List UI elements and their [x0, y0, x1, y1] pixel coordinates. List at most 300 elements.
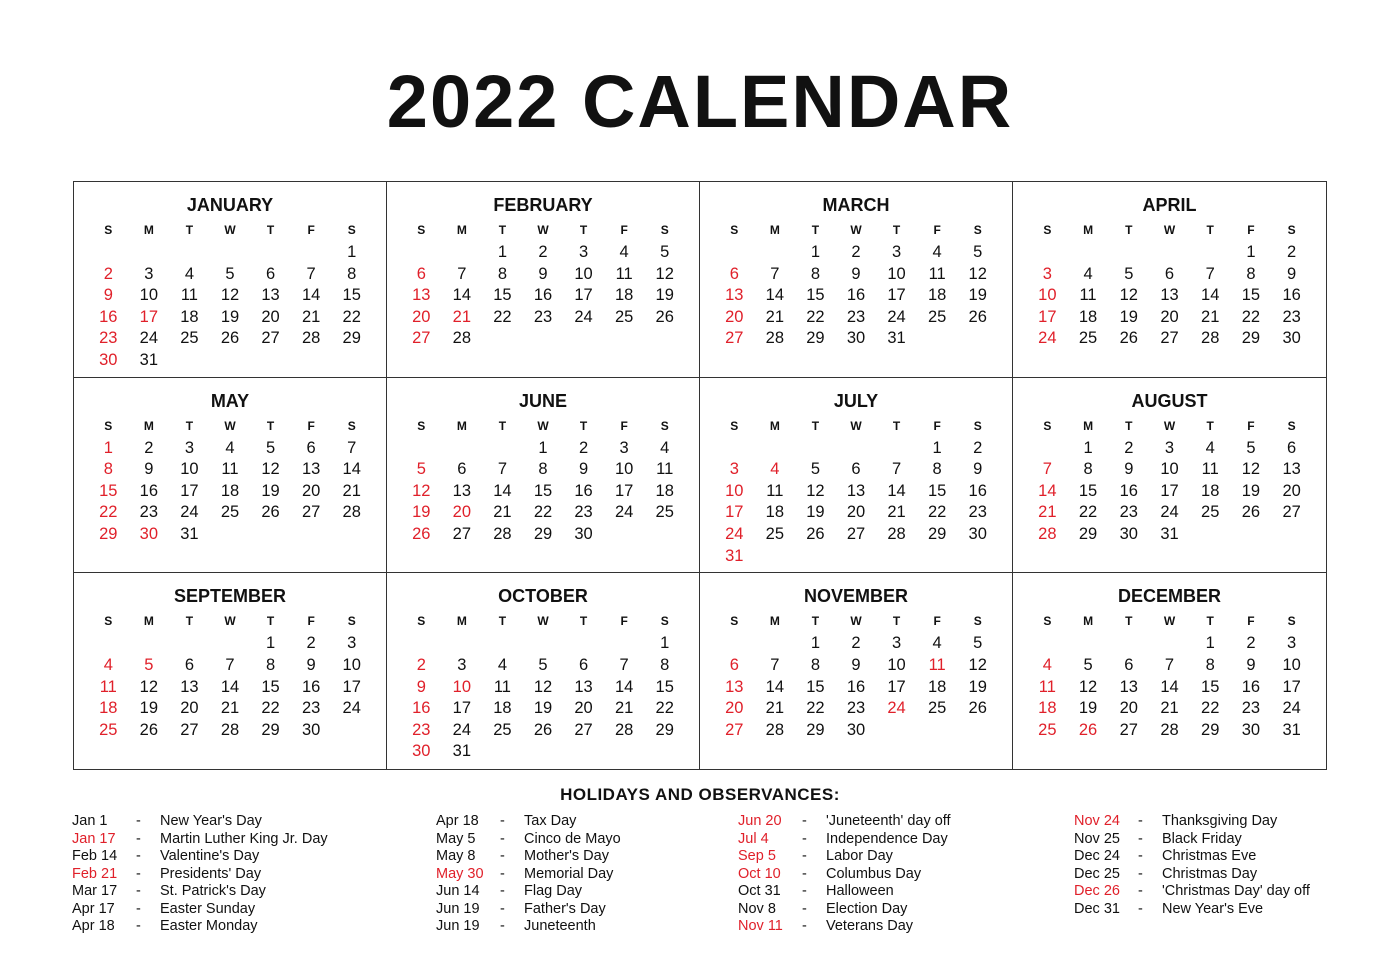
day-cell: 7: [1164, 655, 1175, 674]
day-cell: 16: [533, 286, 553, 305]
weekday-label: T: [185, 614, 194, 629]
day-cell: 15: [1201, 677, 1220, 696]
day-cell: 18: [655, 481, 674, 500]
day-cell: 8: [810, 264, 821, 283]
empty-day-cell: [210, 242, 251, 264]
month-may: [74, 378, 387, 574]
weekday-label: T: [1125, 418, 1133, 433]
weekday-label: T: [498, 223, 507, 237]
days-grid: [88, 633, 372, 741]
day-cell: 5: [1083, 655, 1093, 674]
day-cell: 3: [619, 438, 629, 457]
day-cell: 8: [538, 460, 548, 479]
weekday-label: T: [811, 418, 820, 433]
holiday-name: 'Christmas Day' day off: [1162, 883, 1310, 899]
weekday-label: S: [417, 418, 426, 433]
weekday-header: [401, 222, 685, 238]
weekday-label: F: [933, 418, 941, 433]
day-cell: 10: [614, 460, 634, 479]
weekday-label: W: [1163, 418, 1176, 433]
day-cell: 10: [452, 677, 472, 696]
holiday-date: Mar 17: [72, 883, 118, 899]
day-cell: 9: [144, 460, 154, 479]
day-cell: 1: [497, 243, 508, 261]
month-june: [387, 378, 700, 574]
weekday-label: S: [104, 223, 113, 237]
day-cell: 19: [139, 699, 159, 718]
holiday-date: Nov 11: [738, 918, 783, 934]
day-cell: 10: [139, 286, 159, 305]
weekday-label: S: [730, 223, 739, 237]
day-cell: 12: [261, 460, 280, 479]
holiday-dash: -: [500, 918, 505, 934]
weekday-label: T: [892, 223, 901, 237]
month-name: JULY: [833, 390, 879, 411]
day-cell: 15: [533, 481, 553, 500]
empty-day-cell: [482, 438, 523, 460]
day-cell: 2: [1124, 438, 1134, 457]
day-cell: 25: [180, 329, 199, 348]
holiday-name: Cinco de Mayo: [524, 830, 621, 847]
weekday-label: T: [892, 418, 901, 433]
weekday-label: T: [266, 418, 275, 433]
days-grid: [401, 633, 685, 763]
day-cell: 28: [1160, 720, 1179, 739]
day-cell: 27: [261, 329, 280, 348]
holiday-name: Columbus Day: [826, 865, 922, 882]
holiday-dash: -: [1138, 865, 1143, 882]
day-cell: 7: [770, 264, 780, 283]
weekday-label: T: [579, 614, 588, 629]
empty-day-cell: [755, 438, 796, 460]
month-name: APRIL: [1142, 195, 1197, 215]
weekday-label: S: [1287, 614, 1296, 629]
weekday-header: [401, 613, 685, 629]
day-cell: 18: [99, 699, 118, 718]
day-cell: 12: [655, 264, 674, 283]
days-grid: [88, 242, 372, 372]
day-cell: 27: [1160, 329, 1179, 348]
day-cell: 5: [660, 243, 670, 261]
holiday-name: Mother's Day: [524, 848, 609, 864]
empty-day-cell: [442, 242, 483, 264]
day-cell: 29: [342, 329, 361, 348]
day-cell: 22: [99, 503, 118, 522]
empty-day-cell: [1149, 242, 1190, 264]
day-cell: 22: [1201, 699, 1220, 718]
day-cell: 7: [619, 655, 629, 674]
day-cell: 28: [765, 720, 785, 739]
weekday-label: S: [973, 418, 982, 433]
weekday-label: W: [850, 418, 862, 433]
day-cell: 2: [851, 634, 861, 653]
day-cell: 30: [1119, 525, 1138, 544]
day-cell: 18: [927, 677, 947, 696]
day-cell: 6: [851, 460, 861, 479]
day-cell: 29: [927, 525, 947, 544]
day-cell: 26: [1078, 720, 1098, 739]
day-cell: 19: [655, 286, 674, 305]
weekday-label: W: [537, 418, 549, 433]
day-cell: 13: [1160, 286, 1179, 305]
day-cell: 15: [493, 286, 512, 305]
day-cell: 9: [578, 460, 589, 479]
holiday-dash: -: [1138, 848, 1143, 864]
empty-day-cell: [88, 242, 129, 264]
weekday-label: S: [730, 418, 739, 433]
day-cell: 11: [180, 286, 198, 305]
day-cell: 17: [1282, 677, 1301, 696]
weekday-label: T: [1206, 418, 1214, 433]
holiday-dash: -: [1138, 813, 1143, 829]
days-grid: [401, 242, 685, 350]
weekday-label: S: [104, 614, 113, 629]
day-cell: 21: [1160, 699, 1179, 718]
empty-day-cell: [169, 633, 210, 655]
day-cell: 18: [614, 286, 634, 305]
day-cell: 19: [261, 481, 280, 500]
day-cell: 8: [265, 655, 276, 674]
day-cell: 20: [1282, 481, 1301, 500]
day-cell: 29: [1201, 720, 1220, 739]
month-name: JANUARY: [186, 195, 274, 215]
empty-day-cell: [836, 438, 877, 460]
holiday-date: Dec 31: [1074, 900, 1120, 917]
empty-day-cell: [795, 438, 836, 460]
holiday-date: Oct 31: [738, 883, 781, 899]
month-august: [1013, 378, 1326, 574]
day-cell: 10: [1282, 655, 1301, 674]
day-cell: 12: [968, 655, 987, 674]
day-cell: 4: [932, 243, 942, 261]
weekday-label: F: [620, 418, 628, 433]
day-cell: 24: [139, 329, 159, 348]
day-cell: 5: [1246, 438, 1256, 457]
empty-day-cell: [1027, 633, 1068, 655]
day-cell: 20: [301, 481, 321, 500]
weekday-label: F: [307, 223, 315, 237]
empty-day-cell: [442, 633, 483, 655]
weekday-label: M: [143, 614, 154, 629]
day-cell: 8: [347, 264, 357, 283]
day-cell: 9: [103, 286, 113, 305]
holiday-date: Dec 24: [1074, 848, 1120, 864]
day-cell: 9: [851, 655, 861, 674]
holiday-date: Feb 21: [72, 865, 118, 882]
day-cell: 20: [1119, 699, 1138, 718]
day-cell: 23: [99, 329, 118, 348]
day-cell: 24: [614, 503, 634, 522]
day-cell: 4: [1083, 264, 1093, 283]
day-cell: 3: [891, 634, 902, 653]
month-name: MARCH: [822, 195, 890, 215]
day-cell: 4: [225, 438, 235, 457]
month-february: [387, 182, 700, 378]
day-cell: 26: [806, 525, 825, 544]
day-cell: 24: [574, 307, 593, 326]
day-cell: 23: [412, 720, 431, 739]
day-cell: 23: [1282, 307, 1301, 326]
day-cell: 10: [180, 460, 199, 479]
weekday-label: S: [347, 614, 356, 629]
day-cell: 4: [932, 634, 942, 653]
day-cell: 28: [1038, 525, 1057, 544]
empty-day-cell: [604, 633, 645, 655]
day-cell: 9: [1124, 460, 1134, 479]
day-cell: 23: [968, 503, 987, 522]
day-cell: 28: [765, 329, 785, 348]
day-cell: 25: [493, 720, 512, 739]
day-cell: 9: [306, 655, 316, 674]
day-cell: 10: [887, 264, 906, 283]
day-cell: 24: [725, 525, 744, 544]
weekday-label: W: [224, 223, 236, 237]
days-grid: [1027, 633, 1312, 741]
holiday-date: May 30: [436, 865, 484, 882]
day-cell: 12: [1241, 460, 1261, 479]
day-cell: 20: [180, 699, 199, 718]
days-grid: [401, 438, 685, 546]
day-cell: 15: [99, 481, 118, 500]
day-cell: 5: [265, 438, 276, 457]
day-cell: 4: [497, 655, 508, 674]
weekday-header: [1027, 222, 1312, 238]
holiday-date: Apr 18: [436, 813, 479, 829]
day-cell: 3: [1164, 438, 1175, 457]
holiday-dash: -: [802, 865, 807, 882]
day-cell: 21: [342, 481, 361, 500]
day-cell: 26: [139, 720, 159, 739]
day-cell: 20: [1160, 307, 1179, 326]
day-cell: 22: [1241, 307, 1261, 326]
holiday-date: May 5: [436, 830, 476, 847]
day-cell: 11: [99, 677, 117, 696]
month-january: [74, 182, 387, 378]
empty-day-cell: [210, 633, 251, 655]
day-cell: 30: [846, 329, 866, 348]
day-cell: 10: [1160, 460, 1179, 479]
day-cell: 29: [1078, 525, 1098, 544]
weekday-label: T: [498, 614, 507, 629]
day-cell: 8: [497, 264, 508, 283]
holiday-name: Flag Day: [524, 883, 583, 899]
day-cell: 26: [655, 307, 674, 326]
weekday-header: [714, 222, 998, 238]
day-cell: 24: [887, 699, 906, 718]
day-cell: 20: [412, 307, 431, 326]
day-cell: 29: [99, 525, 118, 544]
day-cell: 11: [766, 481, 784, 500]
empty-day-cell: [563, 633, 604, 655]
weekday-header: [88, 222, 372, 238]
day-cell: 21: [493, 503, 512, 522]
day-cell: 2: [578, 438, 589, 457]
day-cell: 2: [306, 634, 316, 653]
day-cell: 8: [810, 655, 821, 674]
holiday-date: Dec 26: [1074, 883, 1120, 899]
day-cell: 28: [301, 329, 321, 348]
day-cell: 30: [412, 742, 431, 761]
weekday-label: T: [579, 418, 588, 433]
day-cell: 20: [725, 307, 744, 326]
holiday-name: Easter Sunday: [160, 900, 256, 917]
empty-day-cell: [401, 438, 442, 460]
day-cell: 25: [1078, 329, 1098, 348]
day-cell: 9: [538, 264, 548, 283]
holiday-dash: -: [1138, 900, 1143, 917]
day-cell: 21: [614, 699, 634, 718]
empty-day-cell: [1068, 242, 1109, 264]
month-october: [387, 573, 700, 769]
holiday-name: St. Patrick's Day: [160, 883, 266, 899]
day-cell: 13: [452, 481, 472, 500]
day-cell: 2: [1246, 634, 1256, 653]
day-cell: 31: [180, 525, 199, 544]
day-cell: 8: [1205, 655, 1215, 674]
day-cell: 27: [1119, 720, 1138, 739]
empty-day-cell: [291, 242, 332, 264]
holiday-dash: -: [136, 883, 141, 899]
weekday-header: [401, 418, 685, 434]
day-cell: 11: [1201, 460, 1219, 479]
day-cell: 13: [301, 460, 321, 479]
day-cell: 7: [1042, 460, 1052, 479]
day-cell: 28: [1201, 329, 1220, 348]
day-cell: 16: [574, 481, 593, 500]
day-cell: 5: [538, 655, 548, 674]
day-cell: 15: [927, 481, 947, 500]
holiday-date: May 8: [436, 848, 476, 864]
holiday-date: Apr 17: [72, 900, 115, 917]
day-cell: 2: [851, 243, 861, 261]
holiday-name: Christmas Eve: [1162, 848, 1257, 864]
weekday-label: T: [1206, 223, 1214, 237]
day-cell: 22: [806, 699, 825, 718]
weekday-label: S: [1043, 614, 1052, 629]
holiday-dash: -: [136, 830, 141, 847]
holiday-date: Dec 25: [1074, 865, 1120, 882]
day-cell: 6: [457, 460, 467, 479]
day-cell: 28: [614, 720, 634, 739]
holiday-dash: -: [500, 848, 505, 864]
day-cell: 19: [533, 699, 553, 718]
day-cell: 12: [1078, 677, 1098, 696]
day-cell: 18: [927, 286, 947, 305]
weekday-label: M: [456, 418, 467, 433]
holiday-dash: -: [500, 900, 505, 917]
day-cell: 6: [416, 264, 426, 283]
holiday-date: Jun 20: [738, 813, 782, 829]
holiday-dash: -: [136, 918, 141, 934]
day-cell: 15: [806, 286, 825, 305]
day-cell: 10: [342, 655, 361, 674]
day-cell: 4: [619, 243, 629, 261]
weekday-label: T: [811, 614, 820, 629]
day-cell: 30: [139, 525, 159, 544]
day-cell: 27: [846, 525, 866, 544]
empty-day-cell: [1149, 633, 1190, 655]
day-cell: 7: [347, 438, 357, 457]
day-cell: 13: [725, 677, 744, 696]
holiday-date: Nov 8: [738, 900, 776, 917]
day-cell: 11: [615, 264, 633, 283]
day-cell: 26: [1241, 503, 1261, 522]
weekday-label: S: [660, 418, 669, 433]
weekday-label: T: [1206, 614, 1214, 629]
day-cell: 2: [973, 438, 983, 457]
holiday-date: Jun 19: [436, 918, 480, 934]
month-march: [700, 182, 1013, 378]
day-cell: 2: [538, 243, 548, 261]
day-cell: 4: [103, 655, 113, 674]
day-cell: 9: [973, 460, 983, 479]
day-cell: 5: [973, 243, 983, 261]
weekday-header: [88, 613, 372, 629]
day-cell: 4: [184, 264, 195, 283]
day-cell: 24: [1160, 503, 1179, 522]
day-cell: 28: [887, 525, 906, 544]
day-cell: 27: [725, 329, 744, 348]
day-cell: 22: [927, 503, 947, 522]
holiday-name: Father's Day: [524, 900, 606, 917]
day-cell: 31: [1282, 720, 1301, 739]
day-cell: 13: [846, 481, 866, 500]
day-cell: 22: [493, 307, 512, 326]
day-cell: 16: [139, 481, 159, 500]
day-cell: 25: [614, 307, 634, 326]
day-cell: 1: [810, 634, 821, 653]
day-cell: 15: [655, 677, 674, 696]
weekday-label: T: [266, 614, 275, 629]
weekday-label: S: [660, 614, 669, 629]
day-cell: 10: [725, 481, 744, 500]
weekday-label: W: [1163, 614, 1176, 629]
weekday-label: S: [1043, 223, 1052, 237]
day-cell: 3: [144, 264, 154, 283]
day-cell: 1: [265, 634, 276, 653]
day-cell: 17: [574, 286, 593, 305]
day-cell: 30: [1282, 329, 1301, 348]
empty-day-cell: [714, 438, 755, 460]
day-cell: 17: [1038, 307, 1057, 326]
holiday-dash: -: [500, 813, 505, 829]
day-cell: 17: [887, 677, 906, 696]
holiday-date: Jul 4: [738, 830, 769, 847]
day-cell: 22: [342, 307, 361, 326]
day-cell: 28: [452, 329, 472, 348]
weekday-label: S: [973, 614, 982, 629]
day-cell: 29: [533, 525, 553, 544]
empty-day-cell: [88, 633, 129, 655]
holiday-date: Apr 18: [72, 918, 115, 934]
weekday-label: S: [1043, 418, 1052, 433]
day-cell: 14: [493, 481, 512, 500]
weekday-label: S: [347, 418, 356, 433]
day-cell: 14: [220, 677, 240, 696]
day-cell: 23: [1119, 503, 1138, 522]
day-cell: 7: [497, 460, 508, 479]
day-cell: 1: [810, 243, 821, 261]
day-cell: 17: [725, 503, 744, 522]
days-grid: [714, 633, 998, 741]
holiday-name: Presidents' Day: [160, 865, 262, 882]
holiday-date: Jun 19: [436, 900, 480, 917]
weekday-label: T: [1125, 614, 1133, 629]
day-cell: 2: [144, 438, 154, 457]
day-cell: 7: [457, 264, 467, 283]
day-cell: 1: [1246, 243, 1256, 261]
day-cell: 19: [968, 677, 987, 696]
